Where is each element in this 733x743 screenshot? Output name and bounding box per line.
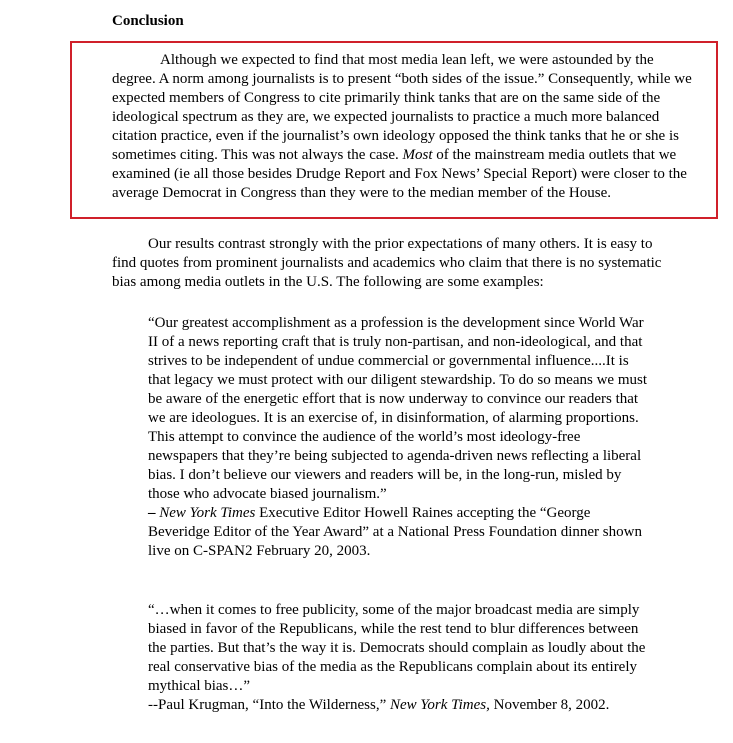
quote-raines-text: “Our greatest accomplishment as a profession is the development since World War II of a news reporting craft that is truly non-partisan, and non-ideological, and that strives to be independent of undue commercial or governmental influence....It is that legacy we must protect with our diligent stewardship. To do so means we must be aware of the energetic effort that is now underway to convince our readers that we are ideologues. It is an exercise of, in disinformation, of alarming proportions. This attempt to convince the audience of the world’s most ideology-free newspapers that they’re being subjected to agenda-driven news reflecting a liberal bias. I don’t believe our viewers and readers will be, in the long-run, misled by those who advocate biased journalism.” — [148, 315, 647, 502]
attribution-dash: – — [148, 505, 160, 521]
paragraph-conclusion-text-b: of the mainstream media outlets that we examined (ie all those besides Drudge Report and Fox News’ Special Report) were closer to the average Democrat in Congress than they were to the median member of the House. — [112, 147, 687, 201]
paragraph-conclusion — [112, 51, 692, 203]
attribution-source-nyt: New York Times, — [389, 697, 490, 713]
quote-raines-attribution — [148, 505, 642, 559]
block-quote-raines — [148, 314, 648, 561]
paragraph-conclusion-text-a: Although we expected to find that most media lean left, we were astounded by the degree. A norm among journalists is to present “both sides of the issue.” Consequently, while we expected members of Congress to cite primarily think tanks that are on the same side of the ideological spectrum as they are, we expected journalists to practice a much more balanced citation practice, even if the journalist’s own ideology opposed the think tanks that he or she is sometimes citing. This was not always the case. — [112, 52, 692, 163]
paragraph-results: Our results contrast strongly with the prior expectations of many others. It is easy to find quotes from prominent journalists and academics who claim that there is no systematic bias among media outlets in the U.S. The following are some examples: — [112, 236, 662, 290]
emphasis-most: Most — [402, 147, 433, 163]
attribution-details: Executive Editor Howell Raines accepting the “George Beveridge Editor of the Year Award” at a National Press Foundation dinner shown live on C-SPAN2 February 20, 2003. — [148, 505, 642, 559]
section-heading: Conclusion — [112, 13, 184, 29]
quote-krugman-text: “…when it comes to free publicity, some of the major broadcast media are simply biased in favor of the Republicans, while the rest tend to blur differences between the parties. But that’s the way it is. Democrats should complain as loudly about the real conservative bias of the media as the Republicans complain about its entirely mythical bias…” — [148, 602, 646, 694]
attribution-source-nyt: New York Times — [159, 505, 256, 521]
attribution-prefix: --Paul Krugman, “Into the Wilderness,” — [148, 697, 390, 713]
quote-krugman-attribution — [148, 697, 609, 713]
block-quote-krugman — [148, 601, 648, 715]
attribution-date: November 8, 2002. — [489, 697, 610, 713]
